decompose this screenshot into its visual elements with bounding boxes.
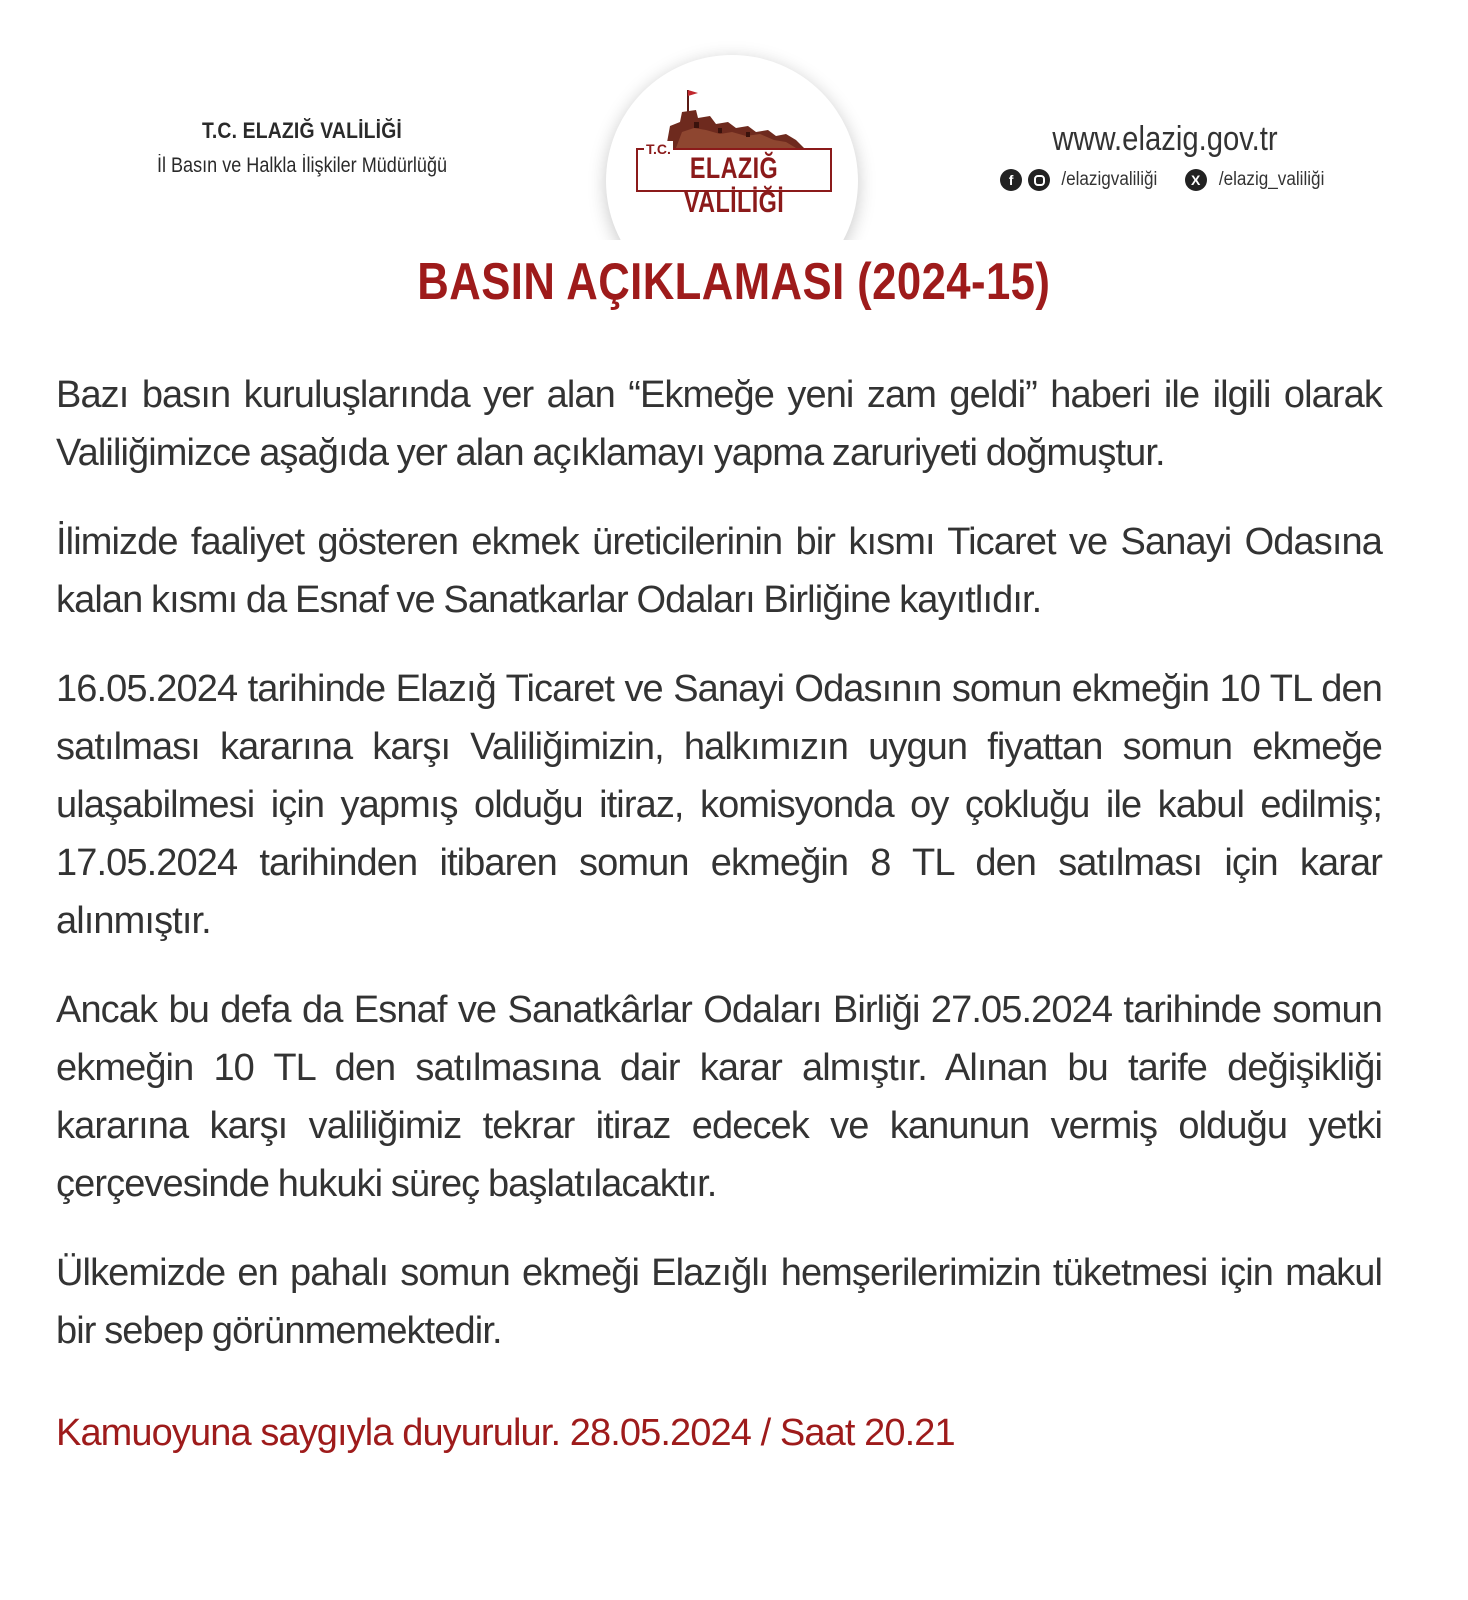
page-title-text: BASIN AÇIKLAMASI (2024-15) [417, 253, 1051, 311]
facebook-icon[interactable]: f [1000, 169, 1022, 191]
contact-block [990, 120, 1340, 191]
letterhead [0, 0, 1468, 240]
paragraph-4: Ancak bu defa da Esnaf ve Sanatkârlar Odaları Birliği 27.05.2024 tarihinde somun ekmeğin 10 TL den satılmasına dair karar almıştır. Alınan bu tarife değişikliği kararına karşı valiliğimiz tekrar itiraz edecek ve kanunun vermiş olduğu yetki çerçevesinde hukuki süreç başlatılacaktır. [56, 989, 1382, 1205]
social-handle-fb-ig[interactable]: /elazigvaliliği [1061, 169, 1158, 190]
organization-block [112, 118, 492, 178]
social-links [990, 169, 1340, 191]
instagram-icon[interactable] [1028, 169, 1050, 191]
website-link[interactable]: www.elazig.gov.tr [1052, 120, 1278, 158]
social-handle-x[interactable]: /elazig_valiliği [1218, 169, 1325, 190]
statement-body [56, 366, 1382, 1391]
page-title [0, 252, 1468, 312]
paragraph-1: Bazı basın kuruluşlarında yer alan “Ekmeğe yeni zam geldi” haberi ile ilgili olarak Valiliğimizce aşağıda yer alan açıklamayı yapma zaruriyeti doğmuştur. [56, 374, 1382, 474]
x-icon[interactable]: X [1185, 169, 1207, 191]
logo-text: ELAZIĞ VALİLİĞİ [683, 152, 785, 219]
logo-tc: T.C. [646, 141, 671, 157]
paragraph-5: Ülkemizde en pahalı somun ekmeği Elazığlı hemşerilerimizin tüketmesi için makul bir sebep görünmemektedir. [56, 1252, 1382, 1352]
closing-announcement: Kamuoyuna saygıyla duyurulur. 28.05.2024 / Saat 20.21 [56, 1412, 955, 1454]
paragraph-2: İlimizde faaliyet gösteren ekmek üreticilerinin bir kısmı Ticaret ve Sanayi Odasına kalan kısmı da Esnaf ve Sanatkarlar Odaları Birliğine kayıtlıdır. [56, 521, 1382, 621]
org-subtitle: İl Basın ve Halkla İlişkiler Müdürlüğü [156, 154, 448, 177]
paragraph-3: 16.05.2024 tarihinde Elazığ Ticaret ve Sanayi Odasının somun ekmeğin 10 TL den satılması kararına karşı Valiliğimizin, halkımızın uygun fiyattan somun ekmeğe ulaşabilmesi için yapmış olduğu itiraz, komisyonda oy çokluğu ile kabul edilmiş; 17.05.2024 tarihinden itibaren somun ekmeğin 8 TL den satılması için karar alınmıştır. [56, 668, 1382, 942]
org-title: T.C. ELAZIĞ VALİLİĞİ [201, 118, 402, 143]
